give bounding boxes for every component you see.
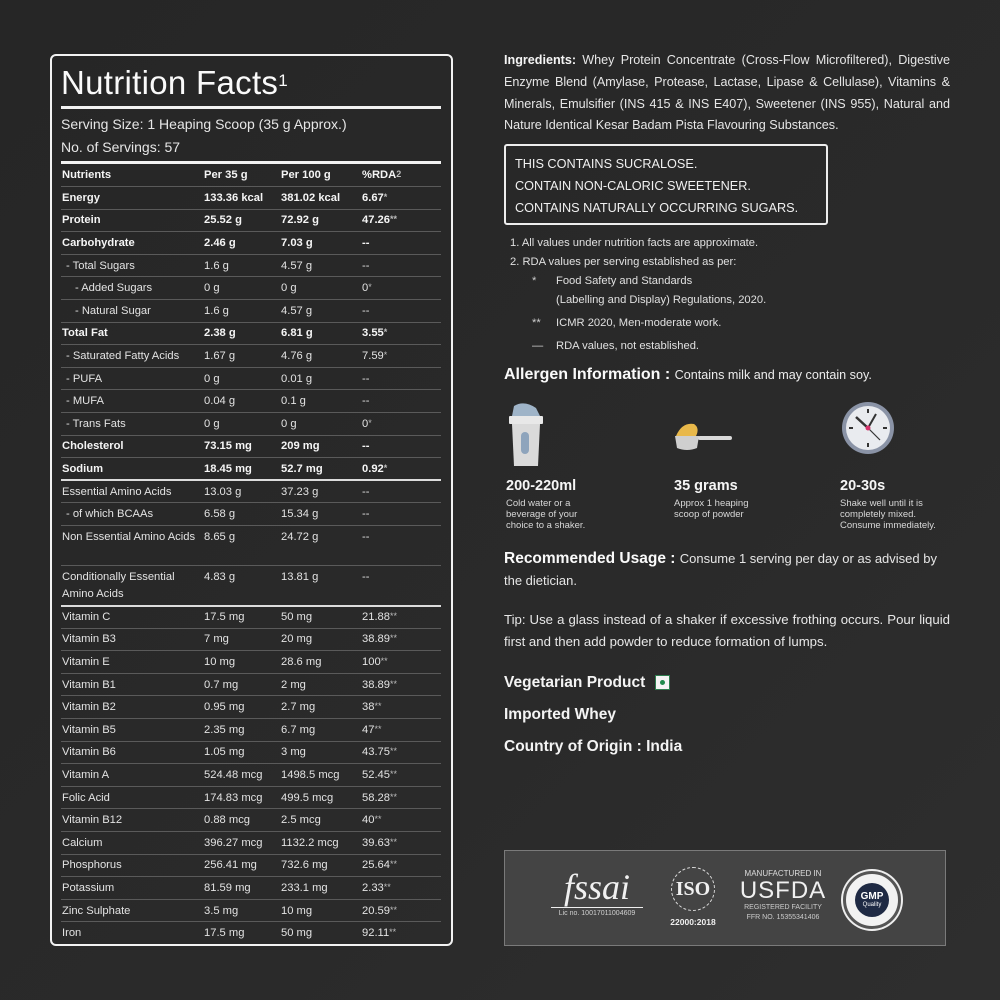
table-row (61, 435, 441, 458)
nutrient-name: Potassium (61, 877, 203, 900)
table-row (61, 809, 441, 832)
table-row (61, 277, 441, 300)
rda-value: 39.63** (361, 831, 441, 854)
rda-value: 52.45** (361, 764, 441, 787)
per-100g-value: 0 g (280, 277, 361, 300)
rda-value: 0.92* (361, 458, 441, 481)
imported-whey-label: Imported Whey (504, 705, 616, 723)
table-row (61, 390, 441, 413)
per-35g-value: 17.5 mg (204, 927, 245, 940)
per-35g-value: 174.83 mcg (203, 786, 280, 809)
per-35g-value: 1.6 g (203, 254, 280, 277)
rda-value: 38.89** (361, 628, 441, 651)
per-35g-value: 0.04 g (203, 390, 280, 413)
table-row (61, 673, 441, 696)
nutrient-name: Conditionally Essential Amino Acids (61, 566, 203, 606)
table-row (61, 209, 441, 232)
table-row (61, 628, 441, 651)
nutrient-name: Essential Amino Acids (61, 480, 203, 503)
step-scoop: 35 grams Approx 1 heaping scoop of powder (674, 402, 814, 520)
rda-value: -- (361, 390, 441, 413)
per-100g-value: 2.7 mg (280, 696, 361, 719)
per-100g-value: 209 mg (280, 435, 361, 458)
rda-value: 0* (361, 277, 441, 300)
per-35g-value: 396.27 mcg (203, 831, 280, 854)
table-row (61, 831, 441, 854)
per-100g-value: 233.1 mg (280, 877, 361, 900)
per-100g-value: 3 mg (280, 741, 361, 764)
footnotes: 1. All values under nutrition facts are approximate. 2. RDA values per serving established as per: * Food Safety and Standards (Labelling and Display) Regulations, 2020. ** ICMR 2020, Men-moderate work. — RDA values, not established. (504, 234, 950, 356)
table-row (61, 300, 441, 323)
table-row (61, 526, 441, 566)
per-100g-value: 6.7 mg (280, 718, 361, 741)
per-35g-value: 0 g (203, 277, 280, 300)
iso-logo: ISO 22000:2018 (663, 867, 723, 927)
per-100g-value: 20 mg (280, 628, 361, 651)
veg-mark-icon (655, 675, 670, 690)
table-row (61, 345, 441, 368)
rda-value: 0* (361, 413, 441, 436)
table-row (61, 503, 441, 526)
per-100g-value: 72.92 g (280, 209, 361, 232)
usfda-logo: MANUFACTURED IN USFDA REGISTERED FACILITY FFR NO. 15355341406 (739, 869, 827, 921)
per-100g-value: 15.34 g (280, 503, 361, 526)
warning-line: CONTAINS NATURALLY OCCURRING SUGARS. (515, 201, 799, 216)
table-header-row (61, 164, 441, 187)
rda-value: 2.33** (361, 877, 441, 900)
per-100g-value: 1132.2 mcg (280, 831, 361, 854)
per-100g-value: 499.5 mcg (280, 786, 361, 809)
per-35g-value: 2.46 g (203, 232, 280, 255)
preparation-steps (504, 402, 950, 542)
country-of-origin: Country of Origin : India (504, 737, 683, 755)
table-row (61, 741, 441, 764)
rda-value: -- (361, 526, 441, 566)
rda-value: -- (361, 566, 441, 606)
table-row (61, 367, 441, 390)
per-35g-value: 8.65 g (203, 526, 280, 566)
per-100g-value: 0.01 g (280, 367, 361, 390)
per-35g-value: 10 mg (203, 651, 280, 674)
per-100g-value: 1498.5 mcg (280, 764, 361, 787)
per-35g-value: 17.5 mg (203, 606, 280, 629)
allergen-info: Allergen Information : Contains milk and may contain soy. (504, 366, 872, 384)
table-row (61, 899, 441, 922)
nutrient-name: Total Fat (61, 322, 203, 345)
header-per100: Per 100 g (280, 164, 361, 187)
per-100g-value: 4.57 g (280, 300, 361, 323)
table-row (61, 922, 441, 945)
sweetener-warning-box (504, 144, 828, 225)
per-35g-value: 81.59 mg (203, 877, 280, 900)
nutrient-name: Vitamin A (61, 764, 203, 787)
per-100g-value: 50 mg (280, 606, 361, 629)
per-35g-value: 524.48 mcg (203, 764, 280, 787)
per-35g-value: 73.15 mg (203, 435, 280, 458)
nutrient-name: - Saturated Fatty Acids (61, 345, 203, 368)
table-row (61, 718, 441, 741)
per-35g-value: 1.6 g (203, 300, 280, 323)
rda-value: -- (361, 300, 441, 323)
table-row (61, 254, 441, 277)
per-100g-value: 4.57 g (280, 254, 361, 277)
nutrient-name: - Total Sugars (61, 254, 203, 277)
table-row (61, 566, 441, 606)
per-35g-value: 6.58 g (203, 503, 280, 526)
table-row (61, 854, 441, 877)
footnote-dash: — RDA values, not established. (532, 340, 700, 353)
per-100g-value: 24.72 g (280, 526, 361, 566)
per-100g-value: 4.76 g (280, 345, 361, 368)
rda-value: 3.55* (361, 322, 441, 345)
per-35g-value: 7 mg (203, 628, 280, 651)
rda-value: 21.88** (361, 606, 441, 629)
table-row (61, 764, 441, 787)
nutrient-name: Vitamin B1 (61, 673, 203, 696)
usage-tip: Tip: Use a glass instead of a shaker if excessive frothing occurs. Pour liquid first and then add powder to reduce formation of lumps. (504, 612, 950, 650)
per-35g-value: 3.5 mg (203, 899, 280, 922)
rda-value: 40** (361, 809, 441, 832)
nutrient-name: Non Essential Amino Acids (61, 526, 203, 566)
rda-value: 92.11** (362, 927, 397, 940)
vegetarian-label: Vegetarian Product (504, 674, 950, 692)
nutrient-name: Cholesterol (61, 435, 203, 458)
rda-value: 20.59** (361, 899, 441, 922)
per-100g-value: 2.5 mcg (280, 809, 361, 832)
per-35g-value: 1.67 g (203, 345, 280, 368)
rda-value: 7.59* (361, 345, 441, 368)
footnote-double-star: ** ICMR 2020, Men-moderate work. (532, 317, 722, 330)
nutrient-name: Vitamin E (61, 651, 203, 674)
per-100g-value: 13.81 g (280, 566, 361, 606)
nutrient-name: Phosphorus (61, 854, 203, 877)
rda-value: 25.64** (361, 854, 441, 877)
nutrient-name: - Added Sugars (61, 277, 203, 300)
per-100g-value: 28.6 mg (280, 651, 361, 674)
per-100g-value: 732.6 mg (280, 854, 361, 877)
rda-value: -- (361, 503, 441, 526)
nutrient-name: - PUFA (61, 367, 203, 390)
rda-value: 38** (361, 696, 441, 719)
nutrient-name: Sodium (61, 458, 203, 481)
footnote-1: 1. All values under nutrition facts are approximate. (510, 237, 759, 250)
per-100g-value: 0 g (280, 413, 361, 436)
ingredients: Ingredients: Whey Protein Concentrate (Cross-Flow Microfiltered), Digestive Enzyme Blend (Amylase, Protease, Lactase, Lipase & Cellulase), Vitamins & Minerals, Emulsifier (INS 415 & INS E407), Sweetener (INS 955), Natural and Nature Identical Kesar Badam Pista Flavouring Substances. (504, 53, 950, 133)
nutrient-name: Vitamin B12 (61, 809, 203, 832)
nutrient-name: Folic Acid (61, 786, 203, 809)
nutrient-name: Zinc Sulphate (61, 899, 203, 922)
nutrient-name: Calcium (61, 831, 203, 854)
table-row (61, 480, 441, 503)
nutrient-name: Vitamin B3 (61, 628, 203, 651)
per-100g-value: 2 mg (280, 673, 361, 696)
rda-value: -- (361, 254, 441, 277)
rda-value: 43.75** (361, 741, 441, 764)
per-35g-value: 13.03 g (203, 480, 280, 503)
divider (61, 106, 441, 109)
nutrient-name: Carbohydrate (61, 232, 203, 255)
table-row (61, 606, 441, 629)
rda-value: -- (361, 435, 441, 458)
per-100g-value: 37.23 g (280, 480, 361, 503)
rda-value: 38.89** (361, 673, 441, 696)
rda-value: 47** (361, 718, 441, 741)
fssai-logo: fssai Lic no. 10017011004609 (551, 867, 643, 917)
clock-icon (840, 402, 980, 472)
warning-line: THIS CONTAINS SUCRALOSE. (515, 157, 698, 172)
nutrient-name: - Trans Fats (61, 413, 203, 436)
per-35g-value: 18.45 mg (203, 458, 280, 481)
rda-value: 58.28** (361, 786, 441, 809)
rda-value: 47.26** (361, 209, 441, 232)
rda-value: -- (361, 480, 441, 503)
table-row (61, 696, 441, 719)
per-35g-value: 1.05 mg (203, 741, 280, 764)
per-35g-value: 0 g (203, 367, 280, 390)
per-100g-value: 381.02 kcal (280, 187, 361, 210)
nutrient-name: Vitamin C (61, 606, 203, 629)
shaker-icon (506, 402, 646, 472)
per-35g-value: 0.88 mcg (203, 809, 280, 832)
table-row (61, 413, 441, 436)
per-35g-value: 256.41 mg (203, 854, 280, 877)
rda-value: -- (361, 367, 441, 390)
per-35g-value: 0.7 mg (203, 673, 280, 696)
nutrient-name: Protein (61, 209, 203, 232)
recommended-usage: Recommended Usage : Consume 1 serving per day or as advised by the dietician. (504, 550, 937, 589)
nutrient-name: Vitamin B2 (61, 696, 203, 719)
nutrient-name: Energy (61, 187, 203, 210)
header-nutrients: Nutrients (61, 164, 203, 187)
nutrient-name: Iron (62, 927, 82, 940)
per-35g-value: 0.95 mg (203, 696, 280, 719)
per-35g-value: 133.36 kcal (203, 187, 280, 210)
rda-value: 100** (361, 651, 441, 674)
nutrient-name: Vitamin B6 (61, 741, 203, 764)
per-100g-value: 6.81 g (280, 322, 361, 345)
nutrient-name: - of which BCAAs (61, 503, 203, 526)
per-100g-value: 50 mg (281, 927, 313, 940)
per-35g-value: 25.52 g (203, 209, 280, 232)
certifications-bar (504, 850, 946, 946)
table-row (61, 322, 441, 345)
step-shake: 20-30s Shake well until it is completely mixed. Consume immediately. (840, 402, 980, 531)
info-column (504, 50, 950, 756)
table-row (61, 786, 441, 809)
rda-value: -- (361, 232, 441, 255)
per-100g-value: 7.03 g (280, 232, 361, 255)
nutrient-name: Vitamin B5 (61, 718, 203, 741)
per-100g-value: 52.7 mg (280, 458, 361, 481)
table-row (61, 651, 441, 674)
footnote-star: * Food Safety and Standards (532, 275, 693, 288)
table-row (61, 232, 441, 255)
rda-value: 6.67* (361, 187, 441, 210)
gmp-badge: GMP Quality (843, 871, 901, 929)
table-row (61, 187, 441, 210)
per-35g-value: 2.38 g (203, 322, 280, 345)
per-35g-value: 2.35 mg (203, 718, 280, 741)
header-rda: %RDA$^2$ (361, 164, 441, 187)
per-35g-value: 0 g (203, 413, 280, 436)
nutrient-name: - MUFA (61, 390, 203, 413)
scoop-icon (674, 402, 814, 472)
warning-line: CONTAIN NON-CALORIC SWEETENER. (515, 179, 751, 194)
nutrition-facts-panel (50, 54, 453, 946)
table-row (61, 877, 441, 900)
footnote-2: 2. RDA values per serving established as per: (510, 256, 737, 269)
serving-size: Serving Size: 1 Heaping Scoop (35 g Approx.) (61, 116, 347, 132)
nutrient-name: - Natural Sugar (61, 300, 203, 323)
table-row (61, 458, 441, 481)
header-per35: Per 35 g (203, 164, 280, 187)
nutrition-table (61, 164, 441, 944)
servings-count: No. of Servings: 57 (61, 139, 181, 155)
per-100g-value: 10 mg (280, 899, 361, 922)
nutrition-title: Nutrition Facts$^1$ (61, 64, 288, 101)
per-100g-value: 0.1 g (280, 390, 361, 413)
per-35g-value: 4.83 g (203, 566, 280, 606)
step-water: 200-220ml Cold water or a beverage of your choice to a shaker. (506, 402, 646, 531)
